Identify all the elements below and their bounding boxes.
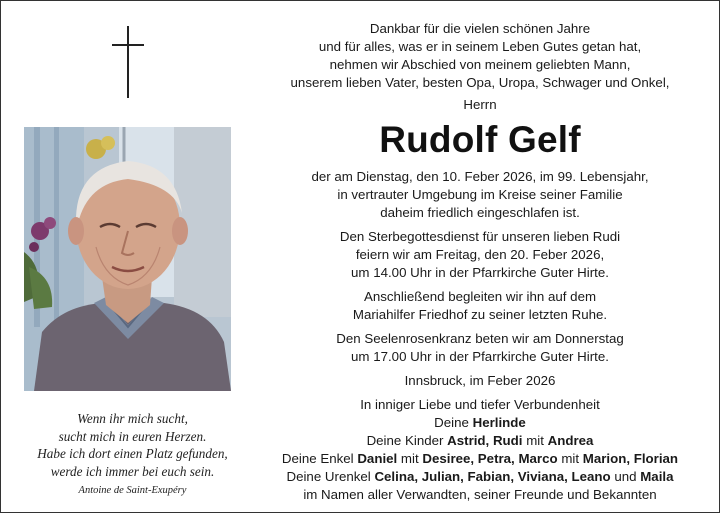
intro-text [245, 20, 715, 92]
grandchildren-connector: mit [397, 451, 423, 466]
service-line: um 14.00 Uhr in der Pfarrkirche Guter Hirte. [351, 265, 609, 280]
memorial-quote [20, 410, 245, 500]
great-grandchildren-names: Celina, Julian, Fabian, Viviana, Leano [374, 469, 611, 484]
great-grandchildren-prefix: Deine Urenkel [286, 469, 375, 484]
quote-line: Wenn ihr mich sucht, [77, 411, 188, 426]
place-date: Innsbruck, im Feber 2026 [404, 373, 556, 388]
family-list [245, 396, 715, 504]
death-line: daheim friedlich eingeschlafen ist. [380, 205, 580, 220]
great-grandchildren-line [245, 468, 715, 486]
grandchildren-prefix: Deine Enkel [281, 451, 358, 466]
portrait-photo [24, 127, 231, 391]
children-prefix: Deine Kinder [366, 433, 448, 448]
death-text [245, 168, 715, 222]
grandchild-partners: Desiree, Petra, Marco [422, 451, 558, 466]
quote-author: Antoine de Saint-Exupéry [78, 485, 187, 497]
children-line [245, 432, 715, 450]
intro-line: Dankbar für die vielen schönen Jahre [369, 21, 591, 36]
grandchild-name: Daniel [357, 451, 398, 466]
children-partner: Andrea [547, 433, 594, 448]
wife-prefix: Deine [434, 415, 473, 430]
burial-line: Mariahilfer Friedhof zu seiner letzten Ruhe. [352, 307, 608, 322]
service-line: Den Sterbegottesdienst für unseren lieben Rudi [339, 229, 621, 244]
wife-line [245, 414, 715, 432]
wife-name: Herlinde [472, 415, 526, 430]
great-grandchildren-connector: und [610, 469, 641, 484]
salutation: Herrn [463, 97, 497, 112]
intro-line: nehmen wir Abschied von meinem geliebten Mann, [329, 57, 631, 72]
death-line: der am Dienstag, den 10. Feber 2026, im 99. Lebensjahr, [311, 169, 649, 184]
grandchildren-line [245, 450, 715, 468]
quote-line: werde ich immer bei euch sein. [50, 463, 215, 479]
children-names: Astrid, Rudi [447, 433, 523, 448]
intro-line: und für alles, was er in seinem Leben Gutes getan hat, [318, 39, 642, 54]
notice-text [245, 20, 715, 504]
burial-text [245, 288, 715, 324]
rosary-text [245, 330, 715, 366]
grandchildren-connector: mit [557, 451, 583, 466]
service-line: feiern wir am Freitag, den 20. Feber 2026, [355, 247, 605, 262]
deceased-name: Rudolf Gelf [379, 119, 581, 160]
children-connector: mit [522, 433, 548, 448]
rosary-line: Den Seelenrosenkranz beten wir am Donnerstag [336, 331, 624, 346]
great-grandchild-last: Maila [640, 469, 674, 484]
closing-line: In inniger Liebe und tiefer Verbundenheit [360, 397, 600, 412]
burial-line: Anschließend begleiten wir ihn auf dem [363, 289, 597, 304]
final-line: im Namen aller Verwandten, seiner Freunde und Bekannten [303, 487, 657, 502]
quote-line: sucht mich in euren Herzen. [58, 428, 207, 444]
service-text [245, 228, 715, 282]
cross-icon [112, 26, 144, 98]
intro-line: unserem lieben Vater, besten Opa, Uropa, Schwager und Onkel, [290, 75, 670, 90]
death-line: in vertrauter Umgebung im Kreise seiner Familie [337, 187, 623, 202]
quote-line: Habe ich dort einen Platz gefunden, [37, 446, 228, 462]
grandchild-partners-2: Marion, Florian [582, 451, 679, 466]
rosary-line: um 17.00 Uhr in der Pfarrkirche Guter Hirte. [351, 349, 609, 364]
